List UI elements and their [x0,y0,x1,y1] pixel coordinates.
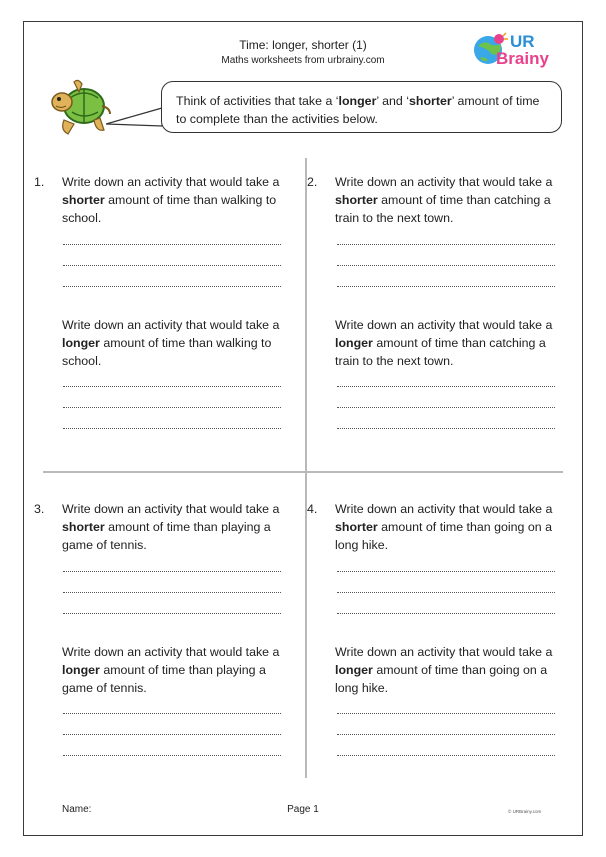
answer-line[interactable] [337,386,555,387]
question-text: amount of time than walking to school. [62,193,277,225]
question-keyword: shorter [62,193,105,207]
turtle-mascot-icon [44,76,114,144]
page-title: Time: longer, shorter (1) [239,38,367,52]
question-text: Write down an activity that would take a [62,645,280,659]
question-text: Write down an activity that would take a [335,502,553,516]
instruction-text-1: Think of activities that take a ‘ [176,94,339,108]
question-keyword: longer [335,663,373,677]
question-1b [62,316,292,370]
logo-brainy: Brainy [496,49,549,68]
question-2b [335,316,565,370]
question-keyword: shorter [62,520,105,534]
answer-line[interactable] [337,713,555,714]
urbrainy-logo [470,28,562,70]
question-keyword: longer [62,663,100,677]
question-4b [335,643,565,697]
question-number: 3. [34,502,45,516]
horizontal-divider [43,471,563,473]
page-number: Page 1 [287,804,319,815]
instruction-bubble [161,81,562,133]
question-keyword: shorter [335,520,378,534]
instruction-word-longer: longer [338,94,377,108]
answer-line[interactable] [63,386,281,387]
question-3b [62,643,292,697]
answer-line[interactable] [337,755,555,756]
question-text: Write down an activity that would take a [62,318,280,332]
answer-line[interactable] [337,734,555,735]
question-text: amount of time than catching a train to the next town. [335,193,551,225]
answer-line[interactable] [63,734,281,735]
vertical-divider [305,158,307,778]
answer-line[interactable] [337,613,555,614]
speech-bubble-tail [106,106,168,132]
question-text: amount of time than catching a train to the next town. [335,336,546,368]
answer-line[interactable] [337,244,555,245]
answer-line[interactable] [337,407,555,408]
question-text: Write down an activity that would take a [62,502,280,516]
answer-line[interactable] [337,286,555,287]
question-text: Write down an activity that would take a [335,175,553,189]
question-2 [307,173,561,227]
question-keyword: longer [62,336,100,350]
answer-line[interactable] [63,244,281,245]
question-1 [34,173,288,227]
answer-line[interactable] [63,571,281,572]
answer-line[interactable] [63,592,281,593]
question-number: 1. [34,175,45,189]
answer-line[interactable] [337,571,555,572]
answer-line[interactable] [63,265,281,266]
answer-line[interactable] [337,428,555,429]
question-text: amount of time than playing a game of tennis. [62,663,266,695]
answer-line[interactable] [63,428,281,429]
answer-line[interactable] [63,286,281,287]
instruction-word-shorter: shorter [409,94,452,108]
question-text: Write down an activity that would take a [62,175,280,189]
question-text: amount of time than playing a game of tennis. [62,520,271,552]
name-label: Name: [62,804,92,815]
answer-line[interactable] [63,613,281,614]
question-text: amount of time than going on a long hike. [335,520,552,552]
question-keyword: longer [335,336,373,350]
answer-line[interactable] [337,592,555,593]
question-text: amount of time than going on a long hike. [335,663,548,695]
instruction-text-3: ’ amount of time to complete than the activities below. [176,94,540,126]
answer-line[interactable] [63,407,281,408]
question-number: 2. [307,175,318,189]
question-4 [307,500,561,554]
question-number: 4. [307,502,318,516]
logo-ur: UR [510,32,535,51]
answer-line[interactable] [63,713,281,714]
question-text: amount of time than walking to school. [62,336,272,368]
answer-line[interactable] [63,755,281,756]
question-text: Write down an activity that would take a [335,318,553,332]
instruction-text-2: ’ and ‘ [376,94,410,108]
copyright-text: © URBrainy.com [508,809,542,814]
question-3 [34,500,288,554]
question-text: Write down an activity that would take a [335,645,553,659]
question-keyword: shorter [335,193,378,207]
page-subtitle: Maths worksheets from urbrainy.com [221,55,385,66]
answer-line[interactable] [337,265,555,266]
